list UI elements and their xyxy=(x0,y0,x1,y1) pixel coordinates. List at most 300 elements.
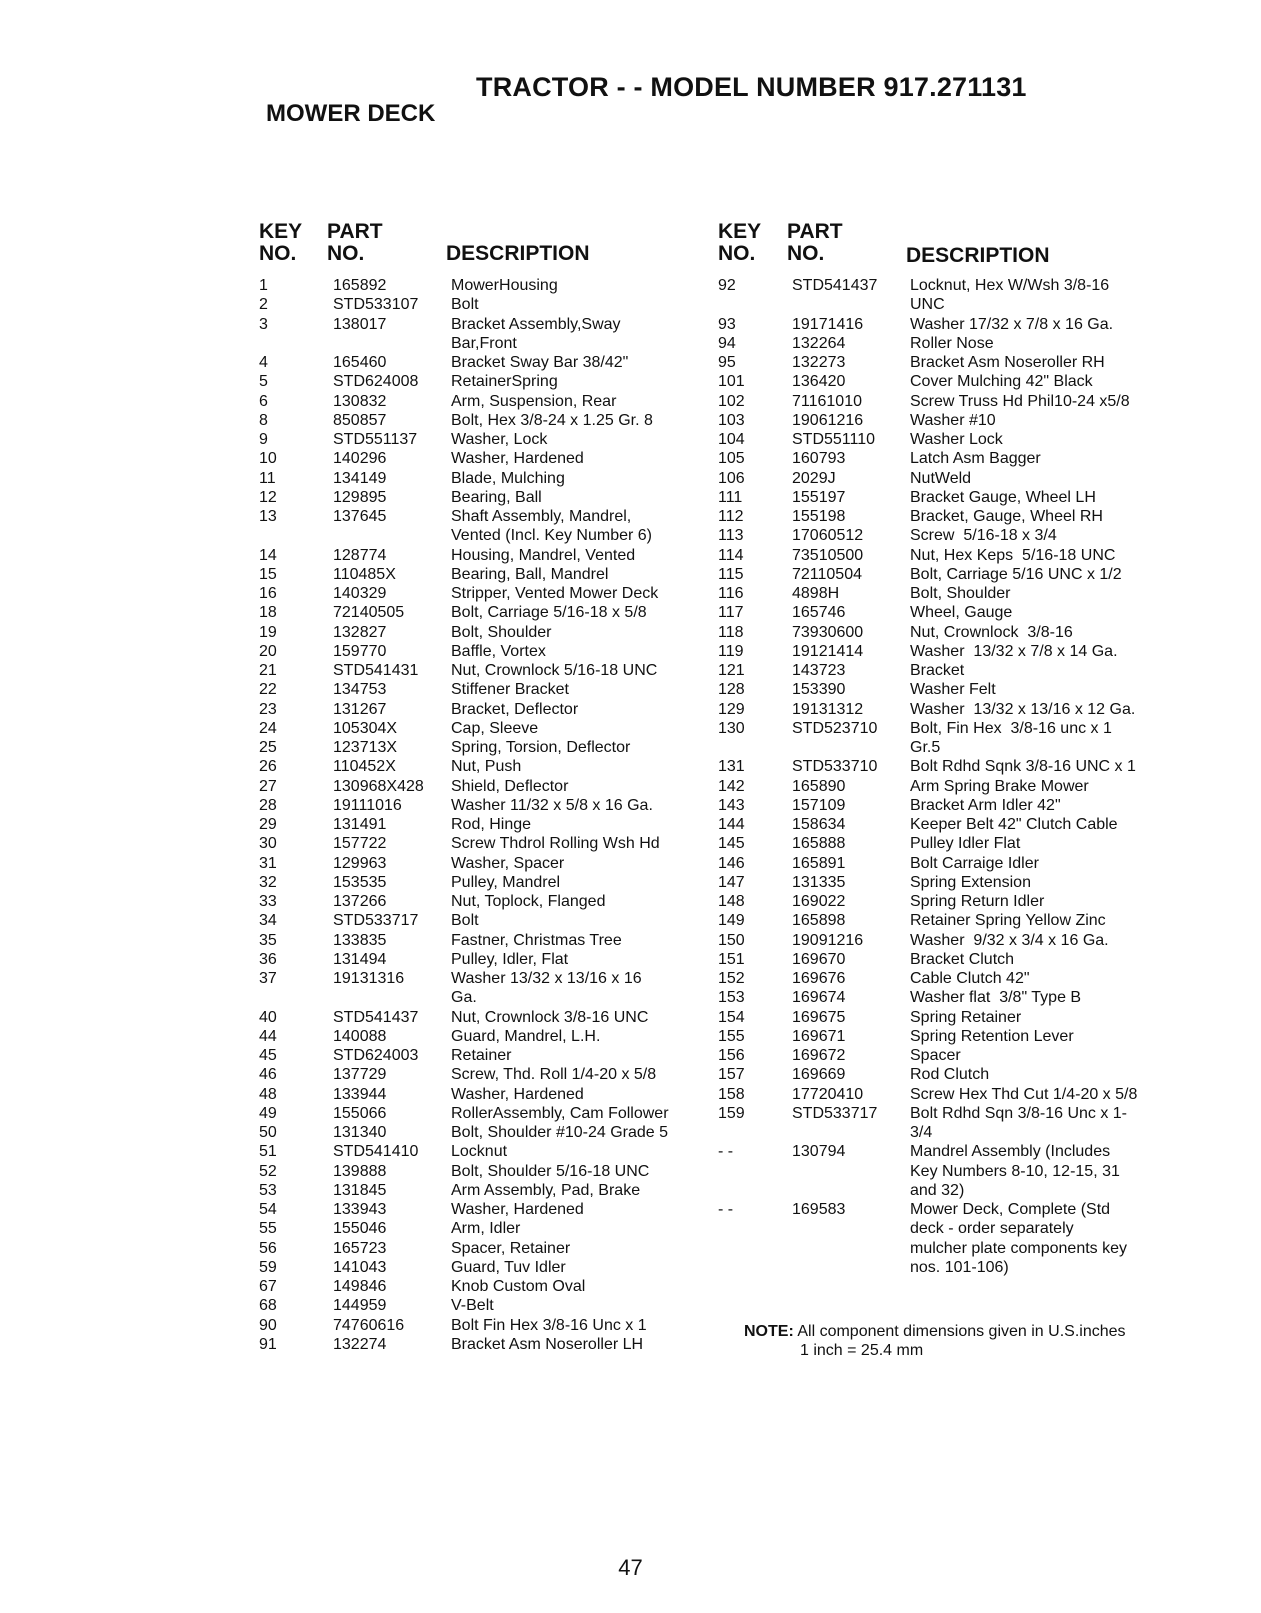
part-no-cell: STD541437 xyxy=(792,277,878,294)
part-no-cell: 105304X xyxy=(333,719,398,737)
description-header-left: DESCRIPTION xyxy=(446,242,590,265)
part-no-cell: 138017 xyxy=(333,315,387,333)
description-cell: Washer, Lock xyxy=(451,431,548,448)
table-row xyxy=(259,469,669,488)
description-cell: Guard, Mandrel, L.H. xyxy=(451,1027,601,1045)
key-no-cell: 118 xyxy=(718,623,744,641)
table-row xyxy=(259,931,669,950)
key-no-cell: 24 xyxy=(259,719,277,737)
key-no-cell: 55 xyxy=(259,1220,277,1238)
key-no-cell: 36 xyxy=(259,950,277,968)
part-no-cell: 19111016 xyxy=(333,796,402,814)
part-no-cell: 19131316 xyxy=(333,970,405,987)
description-cell: Screw 5/16-18 x 3/4 xyxy=(910,527,1057,545)
table-row xyxy=(718,757,1137,776)
description-cell: Washer flat 3/8" Type B xyxy=(910,989,1082,1007)
key-no-cell: 28 xyxy=(259,796,277,814)
table-row xyxy=(259,1065,669,1084)
part-no-cell: 169022 xyxy=(792,893,846,910)
key-no-cell: 23 xyxy=(259,700,277,718)
description-cell: Bolt Fin Hex 3/8-16 Unc x 1 xyxy=(451,1316,647,1334)
key-no-cell: 20 xyxy=(259,642,277,660)
description-cell: Spring Extension xyxy=(910,873,1031,891)
description-cell: Bracket Assembly,Sway Bar,Front xyxy=(451,315,621,352)
table-row xyxy=(718,276,1137,315)
key-no-cell: 121 xyxy=(718,662,745,679)
key-no-cell: 90 xyxy=(259,1316,277,1334)
part-no-cell: 169670 xyxy=(792,950,846,968)
part-no-cell: 130832 xyxy=(333,392,387,410)
key-no-cell: 3 xyxy=(259,315,268,333)
table-row xyxy=(259,757,669,776)
description-cell: Nut, Crownlock 3/8-16 UNC xyxy=(451,1008,649,1026)
description-cell: Washer 13/32 x 13/16 x 16 Ga. xyxy=(451,970,642,1007)
part-no-cell: 71161010 xyxy=(792,392,862,410)
table-row xyxy=(259,815,669,834)
part-no-cell: STD551110 xyxy=(792,431,876,448)
table-row xyxy=(718,854,1137,873)
description-cell: Screw Hex Thd Cut 1/4-20 x 5/8 xyxy=(910,1085,1138,1103)
part-no-cell: STD533107 xyxy=(333,296,419,314)
table-row xyxy=(259,1200,669,1219)
key-no-cell: 44 xyxy=(259,1027,277,1045)
part-no-cell: 165891 xyxy=(792,854,846,872)
table-row xyxy=(259,315,669,354)
description-cell: Washer 9/32 x 3/4 x 16 Ga. xyxy=(910,931,1109,949)
table-row xyxy=(718,546,1137,565)
table-row xyxy=(718,642,1137,661)
part-no-cell: 136420 xyxy=(792,373,846,391)
part-no-cell: 19121414 xyxy=(792,642,864,660)
description-cell: Washer 17/32 x 7/8 x 16 Ga. xyxy=(910,315,1114,333)
part-no-cell: 131845 xyxy=(333,1181,387,1199)
key-no-cell: 153 xyxy=(718,989,745,1007)
description-cell: Bolt xyxy=(451,912,479,930)
table-row xyxy=(259,1277,669,1296)
description-cell: Cover Mulching 42" Black xyxy=(910,373,1093,391)
description-cell: Roller Nose xyxy=(910,334,994,352)
description-cell: V-Belt xyxy=(451,1297,494,1315)
description-cell: Arm Assembly, Pad, Brake xyxy=(451,1181,641,1199)
key-no-cell: 22 xyxy=(259,681,277,699)
key-no-cell: 51 xyxy=(259,1143,277,1161)
table-row xyxy=(259,642,669,661)
description-cell: Spacer, Retainer xyxy=(451,1239,571,1257)
table-row xyxy=(259,1181,669,1200)
note-text: All component dimensions given in U.S.inches xyxy=(793,1323,1126,1340)
part-no-header-left: PART NO. xyxy=(327,220,383,265)
key-no-cell: 40 xyxy=(259,1008,277,1026)
table-row xyxy=(259,1162,669,1181)
key-no-cell: 111 xyxy=(718,488,743,506)
description-cell: Mower Deck, Complete (Std deck - order separately mulcher plate components key nos. 101-106) xyxy=(910,1201,1127,1276)
description-cell: Locknut, Hex W/Wsh 3/8-16 UNC xyxy=(910,277,1110,314)
part-no-cell: 132827 xyxy=(333,623,387,641)
part-no-cell: 155066 xyxy=(333,1104,387,1122)
part-no-cell: 169675 xyxy=(792,1008,846,1026)
key-no-cell: - - xyxy=(718,1143,734,1161)
part-no-cell: STD551137 xyxy=(333,431,418,448)
description-cell: Cap, Sleeve xyxy=(451,719,539,737)
table-row xyxy=(718,507,1137,526)
table-row xyxy=(259,969,669,1008)
description-cell: Wheel, Gauge xyxy=(910,604,1013,622)
table-row xyxy=(718,969,1137,988)
key-no-cell: 150 xyxy=(718,931,745,949)
table-row xyxy=(259,623,669,642)
table-row xyxy=(259,1008,669,1027)
part-no-cell: 137729 xyxy=(333,1066,387,1084)
table-row xyxy=(718,565,1137,584)
key-no-cell: 8 xyxy=(259,411,268,429)
description-cell: Bolt, Fin Hex 3/8-16 unc x 1 Gr.5 xyxy=(910,719,1112,756)
part-no-cell: STD533717 xyxy=(792,1104,878,1122)
table-row xyxy=(259,661,669,680)
table-row xyxy=(259,1027,669,1046)
section-title: MOWER DECK xyxy=(266,100,436,127)
table-row xyxy=(718,469,1137,488)
description-cell: Cable Clutch 42" xyxy=(910,970,1030,987)
description-cell: Washer, Hardened xyxy=(451,450,584,468)
key-no-cell: 91 xyxy=(259,1335,277,1353)
dimensions-note xyxy=(744,1322,1126,1361)
table-row xyxy=(259,796,669,815)
description-cell: NutWeld xyxy=(910,469,972,487)
part-no-cell: 137645 xyxy=(333,508,387,525)
table-row xyxy=(259,430,669,449)
part-no-cell: 133835 xyxy=(333,931,387,949)
key-no-header-left: KEY NO. xyxy=(259,220,303,265)
part-no-cell: STD541410 xyxy=(333,1143,419,1161)
key-no-cell: 147 xyxy=(718,873,745,891)
key-no-cell: 4 xyxy=(259,354,268,371)
key-no-cell: 154 xyxy=(718,1008,745,1026)
key-no-cell: 142 xyxy=(718,777,745,795)
key-no-cell: 12 xyxy=(259,488,277,506)
key-no-cell: 101 xyxy=(718,373,745,391)
part-no-cell: 165888 xyxy=(792,835,846,853)
part-no-cell: 134149 xyxy=(333,469,387,487)
key-no-cell: 53 xyxy=(259,1181,277,1199)
table-row xyxy=(259,911,669,930)
key-no-cell: 149 xyxy=(718,912,745,930)
description-cell: MowerHousing xyxy=(451,277,558,294)
key-no-cell: 2 xyxy=(259,296,268,314)
description-cell: Stiffener Bracket xyxy=(451,681,569,699)
part-no-cell: 141043 xyxy=(333,1258,387,1276)
key-no-cell: 103 xyxy=(718,411,745,429)
description-cell: Retainer xyxy=(451,1047,512,1064)
page-title: TRACTOR - - MODEL NUMBER 917.271131 xyxy=(476,72,1027,102)
unit-conversion: 1 inch = 25.4 mm xyxy=(800,1342,924,1360)
key-no-cell: 148 xyxy=(718,893,745,910)
part-no-header-right: PART NO. xyxy=(787,220,843,265)
part-no-cell: 110485X xyxy=(333,565,396,583)
part-no-cell: 165892 xyxy=(333,277,387,294)
key-no-cell: 117 xyxy=(718,604,744,622)
key-no-cell: 26 xyxy=(259,758,277,776)
key-no-cell: 11 xyxy=(259,469,276,487)
table-row xyxy=(718,661,1137,680)
table-row xyxy=(718,372,1137,391)
key-no-cell: 6 xyxy=(259,392,268,410)
part-no-cell: 131267 xyxy=(333,700,387,718)
table-row xyxy=(718,700,1137,719)
key-no-cell: 19 xyxy=(259,623,277,641)
table-row xyxy=(718,1104,1137,1143)
key-no-cell: 146 xyxy=(718,854,745,872)
key-no-cell: 145 xyxy=(718,835,745,853)
table-row xyxy=(718,488,1137,507)
description-cell: Bolt Rdhd Sqnk 3/8-16 UNC x 1 xyxy=(910,758,1136,776)
part-no-cell: 159770 xyxy=(333,642,387,660)
key-no-cell: 157 xyxy=(718,1066,745,1084)
description-cell: Blade, Mulching xyxy=(451,469,565,487)
table-row xyxy=(718,680,1137,699)
part-no-cell: 169674 xyxy=(792,989,846,1007)
key-no-cell: 105 xyxy=(718,450,745,468)
key-no-cell: 59 xyxy=(259,1258,277,1276)
part-no-cell: 153535 xyxy=(333,873,387,891)
key-no-cell: 18 xyxy=(259,604,277,622)
table-row xyxy=(259,565,669,584)
key-no-cell: 119 xyxy=(718,642,744,660)
part-no-cell: 129963 xyxy=(333,854,387,872)
part-no-cell: 134753 xyxy=(333,681,387,699)
part-no-cell: 143723 xyxy=(792,662,846,679)
description-cell: Washer 13/32 x 13/16 x 12 Ga. xyxy=(910,700,1136,718)
key-no-cell: 155 xyxy=(718,1027,745,1045)
part-no-cell: 4898H xyxy=(792,585,840,602)
part-no-cell: 169583 xyxy=(792,1201,846,1218)
table-row xyxy=(259,680,669,699)
part-no-cell: 149846 xyxy=(333,1278,387,1295)
description-cell: Bolt, Carriage 5/16 UNC x 1/2 xyxy=(910,565,1122,583)
key-no-cell: 104 xyxy=(718,431,745,448)
part-no-cell: 165460 xyxy=(333,354,387,371)
description-cell: Locknut xyxy=(451,1143,508,1161)
key-no-cell: 13 xyxy=(259,508,277,525)
key-no-cell: 32 xyxy=(259,873,277,891)
key-no-cell: 31 xyxy=(259,854,277,872)
description-cell: Bracket, Deflector xyxy=(451,700,579,718)
table-row xyxy=(718,892,1137,911)
description-cell: RollerAssembly, Cam Follower xyxy=(451,1104,669,1122)
description-cell: Nut, Crownlock 3/8-16 xyxy=(910,623,1073,641)
parts-list-right xyxy=(718,276,1137,1277)
description-cell: Washer 13/32 x 7/8 x 14 Ga. xyxy=(910,642,1118,660)
key-no-cell: 156 xyxy=(718,1047,745,1064)
description-cell: Screw, Thd. Roll 1/4-20 x 5/8 xyxy=(451,1066,657,1084)
description-cell: Bolt, Shoulder 5/16-18 UNC xyxy=(451,1162,650,1180)
key-no-cell: 46 xyxy=(259,1066,277,1084)
part-no-cell: 2029J xyxy=(792,469,836,487)
table-row xyxy=(259,372,669,391)
part-no-cell: 131494 xyxy=(333,950,387,968)
part-no-cell: 131491 xyxy=(333,816,387,833)
description-cell: Baffle, Vortex xyxy=(451,642,546,660)
description-cell: Stripper, Vented Mower Deck xyxy=(451,585,659,602)
table-row xyxy=(718,584,1137,603)
part-no-cell: 19091216 xyxy=(792,931,864,949)
table-row xyxy=(259,584,669,603)
description-cell: Bracket Asm Noseroller RH xyxy=(910,354,1105,371)
part-no-cell: 137266 xyxy=(333,893,387,910)
description-cell: Arm Spring Brake Mower xyxy=(910,777,1089,795)
description-cell: Nut, Crownlock 5/16-18 UNC xyxy=(451,662,658,679)
table-row xyxy=(718,777,1137,796)
table-row xyxy=(718,449,1137,468)
description-cell: Washer Lock xyxy=(910,431,1003,448)
key-no-cell: 159 xyxy=(718,1104,745,1122)
key-no-cell: 33 xyxy=(259,893,277,910)
key-no-cell: 54 xyxy=(259,1201,277,1218)
table-row xyxy=(259,392,669,411)
part-no-cell: 73930600 xyxy=(792,623,864,641)
description-cell: Spring Return Idler xyxy=(910,893,1045,910)
table-row xyxy=(259,276,669,295)
description-cell: Bearing, Ball xyxy=(451,488,542,506)
key-no-cell: 15 xyxy=(259,565,277,583)
table-row xyxy=(259,411,669,430)
table-row xyxy=(718,1065,1137,1084)
part-no-cell: STD523710 xyxy=(792,719,878,737)
table-row xyxy=(259,295,669,314)
description-cell: Pulley, Mandrel xyxy=(451,873,561,891)
key-no-cell: 37 xyxy=(259,970,277,987)
description-cell: Bracket Sway Bar 38/42" xyxy=(451,354,629,371)
part-no-cell: 129895 xyxy=(333,488,387,506)
table-row xyxy=(718,873,1137,892)
description-cell: Fastner, Christmas Tree xyxy=(451,931,622,949)
description-cell: Spacer xyxy=(910,1047,961,1064)
key-no-cell: 5 xyxy=(259,373,268,391)
key-no-cell: 45 xyxy=(259,1047,277,1064)
part-no-cell: 131335 xyxy=(792,873,846,891)
description-cell: Rod, Hinge xyxy=(451,816,532,833)
part-no-cell: 169672 xyxy=(792,1047,846,1064)
table-row xyxy=(718,815,1137,834)
key-no-cell: 30 xyxy=(259,835,277,853)
description-cell: Bolt Carraige Idler xyxy=(910,854,1039,872)
table-row xyxy=(259,1296,669,1315)
part-no-cell: 73510500 xyxy=(792,546,864,564)
table-row xyxy=(718,911,1137,930)
table-row xyxy=(718,1008,1137,1027)
part-no-cell: 850857 xyxy=(333,411,387,429)
key-no-cell: 130 xyxy=(718,719,745,737)
description-cell: Screw Truss Hd Phil10-24 x5/8 xyxy=(910,392,1130,410)
key-no-cell: - - xyxy=(718,1201,734,1218)
table-row xyxy=(718,1142,1137,1200)
key-no-cell: 151 xyxy=(718,950,745,968)
key-no-cell: 95 xyxy=(718,354,736,371)
key-no-header-right: KEY NO. xyxy=(718,220,762,265)
table-row xyxy=(259,854,669,873)
description-cell: Mandrel Assembly (Includes Key Numbers 8-10, 12-15, 31 and 32) xyxy=(910,1143,1120,1199)
part-no-cell: 19061216 xyxy=(792,411,864,429)
description-cell: Spring Retention Lever xyxy=(910,1027,1074,1045)
parts-list-left xyxy=(259,276,669,1354)
key-no-cell: 94 xyxy=(718,334,736,352)
description-cell: Bracket Arm Idler 42" xyxy=(910,796,1061,814)
part-no-cell: 130968X428 xyxy=(333,777,424,795)
part-no-cell: 19131312 xyxy=(792,700,864,718)
table-row xyxy=(259,1142,669,1161)
description-cell: Spring Retainer xyxy=(910,1008,1022,1026)
part-no-cell: 144959 xyxy=(333,1297,387,1315)
part-no-cell: 165723 xyxy=(333,1239,387,1257)
key-no-cell: 50 xyxy=(259,1124,277,1141)
part-no-cell: 169671 xyxy=(792,1027,846,1045)
description-cell: Washer, Spacer xyxy=(451,854,565,872)
key-no-cell: 68 xyxy=(259,1297,277,1315)
description-cell: Bolt, Shoulder #10-24 Grade 5 xyxy=(451,1124,669,1141)
description-cell: Bolt, Carriage 5/16-18 x 5/8 xyxy=(451,604,647,622)
description-cell: Rod Clutch xyxy=(910,1066,990,1084)
description-cell: Pulley Idler Flat xyxy=(910,835,1021,853)
part-no-cell: 130794 xyxy=(792,1143,846,1161)
key-no-cell: 92 xyxy=(718,277,736,294)
key-no-cell: 29 xyxy=(259,816,277,833)
part-no-cell: 160793 xyxy=(792,450,846,468)
table-row xyxy=(718,353,1137,372)
description-cell: Bracket Clutch xyxy=(910,950,1015,968)
table-row xyxy=(718,623,1137,642)
description-cell: Spring, Torsion, Deflector xyxy=(451,739,631,756)
description-cell: Nut, Push xyxy=(451,758,522,776)
key-no-cell: 9 xyxy=(259,431,268,448)
table-row xyxy=(718,988,1137,1007)
table-row xyxy=(718,603,1137,622)
table-row xyxy=(259,834,669,853)
description-cell: Pulley, Idler, Flat xyxy=(451,950,569,968)
table-row xyxy=(259,892,669,911)
part-no-cell: 17060512 xyxy=(792,527,864,545)
part-no-cell: 139888 xyxy=(333,1162,387,1180)
table-row xyxy=(259,700,669,719)
part-no-cell: 72140505 xyxy=(333,604,405,622)
description-cell: Bracket xyxy=(910,662,965,679)
part-no-cell: 128774 xyxy=(333,546,387,564)
part-no-cell: 153390 xyxy=(792,681,846,699)
description-cell: Guard, Tuv Idler xyxy=(451,1258,566,1276)
part-no-cell: 155197 xyxy=(792,488,846,506)
key-no-cell: 25 xyxy=(259,739,277,756)
description-cell: Nut, Toplock, Flanged xyxy=(451,893,606,910)
key-no-cell: 152 xyxy=(718,970,745,987)
description-cell: Bolt, Hex 3/8-24 x 1.25 Gr. 8 xyxy=(451,411,653,429)
description-cell: Arm, Suspension, Rear xyxy=(451,392,617,410)
part-no-cell: 169676 xyxy=(792,970,846,987)
key-no-cell: 16 xyxy=(259,585,277,602)
table-row xyxy=(259,1316,669,1335)
description-cell: Washer #10 xyxy=(910,411,996,429)
key-no-cell: 158 xyxy=(718,1085,745,1103)
key-no-cell: 34 xyxy=(259,912,277,930)
table-row xyxy=(259,1085,669,1104)
table-row xyxy=(259,353,669,372)
key-no-cell: 56 xyxy=(259,1239,277,1257)
part-no-cell: 169669 xyxy=(792,1066,846,1084)
key-no-cell: 1 xyxy=(259,277,268,294)
table-row xyxy=(259,1335,669,1354)
part-no-cell: STD624003 xyxy=(333,1047,419,1064)
description-cell: Shaft Assembly, Mandrel, Vented (Incl. Key Number 6) xyxy=(451,508,652,545)
table-row xyxy=(718,334,1137,353)
key-no-cell: 128 xyxy=(718,681,745,699)
part-no-cell: STD533717 xyxy=(333,912,419,930)
